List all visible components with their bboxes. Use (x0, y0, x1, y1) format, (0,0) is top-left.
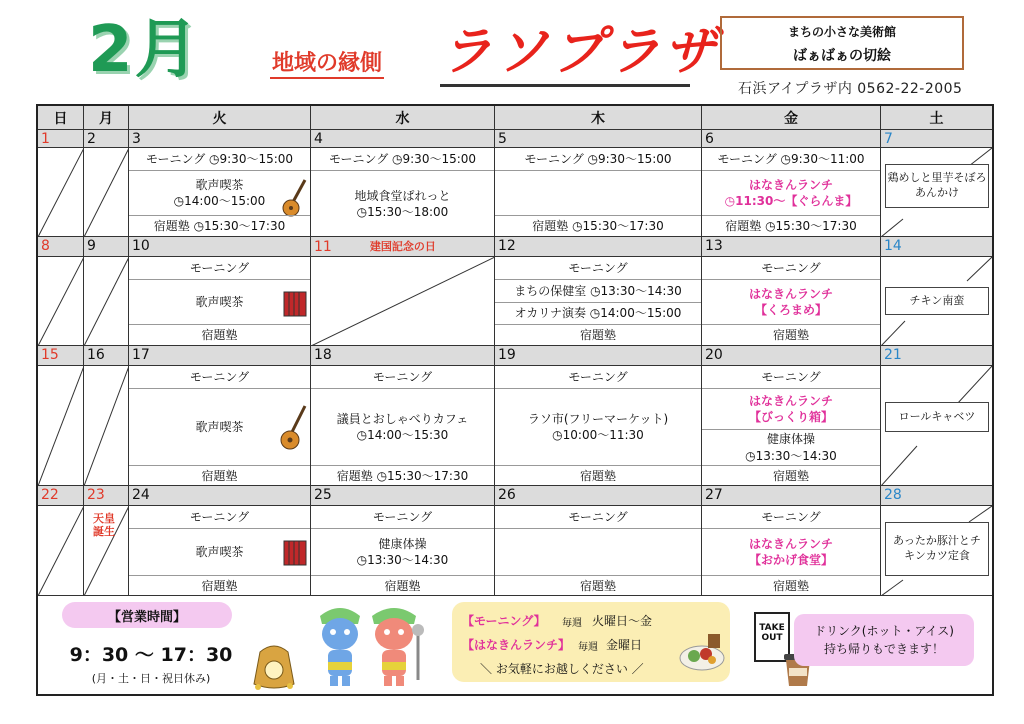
cell-day-5 (495, 148, 702, 237)
shukudai-juku: 宿題塾 (579, 468, 616, 483)
lunch-label: 【はなきんランチ】 (462, 638, 571, 652)
holiday-kenkoku: 建国記念の日 (369, 239, 436, 253)
accordion-icon (283, 538, 307, 568)
morning: モーニング (568, 509, 628, 524)
hanakin-lunch: はなきんランチ (748, 286, 833, 301)
morning-freq: 毎週 (562, 618, 582, 629)
day-3: 3 (129, 130, 311, 148)
morning: モーニング ◷9:30～15:00 (328, 151, 477, 166)
day-5: 5 (495, 130, 702, 148)
accordion-icon (283, 289, 307, 319)
closed-cell (38, 148, 84, 237)
day-28: 28 (881, 486, 992, 506)
saturday-lunch: 鶏めしと里芋そぼろあんかけ (885, 164, 989, 208)
day-23: 23 (84, 486, 129, 506)
lunch-plate-icon (678, 632, 726, 672)
saturday-cell (881, 366, 992, 486)
closed-cell (84, 257, 129, 346)
day-18: 18 (311, 346, 495, 366)
lunch-detail: 【くろまめ】 (754, 303, 827, 317)
shukudai-juku: 宿題塾 (772, 578, 809, 593)
shukudai-juku: 宿題塾 (384, 578, 421, 593)
weekday-wed: 水 (311, 106, 495, 130)
day-1: 1 (38, 130, 84, 148)
cell-day-12 (495, 257, 702, 346)
utagoe-kissa: 歌声喫茶 (195, 294, 244, 309)
cell-day-6 (702, 148, 881, 237)
shukudai-juku: 宿題塾 ◷15:30～17:30 (336, 468, 469, 483)
closed-cell (38, 366, 84, 486)
day-11-cell (311, 237, 495, 257)
utagoe-kissa: 歌声喫茶 (195, 177, 244, 192)
engawa-label: 地域の縁側 (270, 52, 384, 79)
business-hours: 9：30 ～ 17：30 (69, 644, 233, 666)
day-9: 9 (84, 237, 129, 257)
saturday-lunch: あったか豚汁とチキンカツ定食 (885, 522, 989, 576)
shukudai-juku: 宿題塾 (201, 468, 238, 483)
shukudai-juku: 宿題塾 (772, 328, 809, 343)
cell-day-3 (129, 148, 311, 237)
brand-logo: ラソプラザ (440, 22, 721, 82)
saturday-cell (881, 257, 992, 346)
shukudai-juku: 宿題塾 (579, 328, 616, 343)
weekday-sat: 土 (881, 106, 992, 130)
day-26: 26 (495, 486, 702, 506)
kenko-taiso: 健康体操 (378, 536, 427, 551)
closed-days-note: (月・土・日・祝日休み) (91, 672, 211, 685)
saturday-lunch: ロールキャベツ (885, 402, 989, 432)
month-title: 2月 (88, 13, 201, 87)
shukudai-juku: 宿題塾 (201, 578, 238, 593)
lunch-detail: 【びっくり箱】 (748, 410, 833, 424)
shukudai-juku: 宿題塾 ◷15:30～17:30 (725, 219, 857, 234)
giin-cafe: 議員とおしゃべりカフェ (336, 411, 469, 426)
hanakin-lunch: はなきんランチ (748, 177, 833, 192)
raso-ichi: ラソ市(フリーマーケット) (527, 411, 669, 426)
cell-day-10 (129, 257, 311, 346)
guitar-icon (279, 404, 309, 452)
guitar-icon (281, 178, 309, 218)
saturday-cell (881, 506, 992, 596)
museum-line2: ばぁばぁの切絵 (793, 48, 891, 64)
day-8: 8 (38, 237, 84, 257)
closed-cell (84, 366, 129, 486)
day-10: 10 (129, 237, 311, 257)
morning: モーニング ◷9:30～15:00 (145, 151, 294, 166)
day-11: 11 (314, 238, 332, 255)
morning: モーニング (189, 260, 250, 275)
red-oni-icon (362, 600, 428, 688)
day-27: 27 (702, 486, 881, 506)
event-time: ◷14:00～15:30 (356, 428, 449, 442)
event-time: ◷15:30～18:00 (356, 205, 449, 219)
drink-line1: ドリンク(ホット・アイス) (814, 624, 954, 638)
brand-underline (440, 84, 690, 87)
weekday-sun: 日 (38, 106, 84, 130)
utagoe-kissa: 歌声喫茶 (195, 419, 244, 434)
closed-cell (38, 506, 84, 596)
morning: モーニング (761, 260, 821, 275)
cell-day-26 (495, 506, 702, 596)
shukudai-juku: 宿題塾 ◷15:30～17:30 (153, 219, 286, 234)
closed-cell (38, 257, 84, 346)
morning-days: 火曜日～金 (592, 614, 653, 628)
cell-day-20 (702, 366, 881, 486)
hanakin-lunch: はなきんランチ (748, 393, 833, 408)
museum-box (720, 16, 964, 70)
cell-day-13 (702, 257, 881, 346)
weekday-thu: 木 (495, 106, 702, 130)
closed-cell (84, 148, 129, 237)
lunch-detail: ◷11:30～【ぐらんま】 (724, 194, 858, 208)
ocarina: オカリナ演奏 ◷14:00～15:00 (514, 306, 682, 321)
day-13: 13 (702, 237, 881, 257)
shukudai-juku: 宿題塾 (201, 328, 238, 343)
cell-day-24 (129, 506, 311, 596)
cell-day-17 (129, 366, 311, 486)
morning-label: 【モーニング】 (462, 614, 546, 628)
day-17: 17 (129, 346, 311, 366)
morning: モーニング (568, 260, 628, 275)
shukudai-juku: 宿題塾 (579, 578, 616, 593)
cell-day-4 (311, 148, 495, 237)
day-4: 4 (311, 130, 495, 148)
takeout-label: TAKE OUT (759, 623, 785, 643)
morning: モーニング (372, 509, 433, 524)
morning: モーニング ◷9:30～15:00 (524, 151, 672, 166)
lunch-days: 金曜日 (606, 638, 643, 652)
event-time: ◷13:30～14:30 (745, 448, 837, 463)
footer (36, 596, 994, 696)
event-time: ◷13:30～14:30 (356, 553, 449, 567)
day-21: 21 (881, 346, 992, 366)
info-box (452, 602, 730, 682)
day-2: 2 (84, 130, 129, 148)
day-24: 24 (129, 486, 311, 506)
shukudai-juku: 宿題塾 (772, 468, 809, 483)
lucky-bag-icon (250, 638, 298, 690)
saturday-lunch: チキン南蛮 (885, 287, 989, 315)
hours-label: 【営業時間】 (62, 602, 232, 628)
machi-hokenshitsu: まちの保健室 ◷13:30～14:30 (514, 283, 682, 298)
morning: モーニング (761, 509, 821, 524)
morning: モーニング (189, 509, 250, 524)
day-14: 14 (881, 237, 992, 257)
lunch-detail: 【おかげ食堂】 (748, 553, 833, 567)
saturday-cell (881, 148, 992, 237)
closed-cell (84, 506, 129, 596)
day-20: 20 (702, 346, 881, 366)
day-7: 7 (881, 130, 992, 148)
cell-day-19 (495, 366, 702, 486)
morning: モーニング (761, 369, 821, 384)
museum-line1: まちの小さな美術館 (787, 25, 896, 39)
day-6: 6 (702, 130, 881, 148)
morning: モーニング (568, 369, 628, 384)
address: 石浜アイプラザ内 0562-22-2005 (738, 81, 963, 97)
day-22: 22 (38, 486, 84, 506)
drink-takeout-box (794, 614, 974, 666)
event-time: ◷10:00～11:30 (552, 428, 644, 442)
hanakin-lunch: はなきんランチ (748, 536, 833, 551)
day-19: 19 (495, 346, 702, 366)
weekday-mon: 月 (84, 106, 129, 130)
holiday-tenno: 天皇誕生 (93, 512, 115, 539)
lunch-freq: 毎週 (578, 642, 598, 653)
day-16: 16 (84, 346, 129, 366)
utagoe-kissa: 歌声喫茶 (195, 544, 244, 559)
morning: モーニング (372, 369, 433, 384)
holiday-closed-cell (311, 257, 495, 346)
event-time: ◷14:00～15:00 (173, 194, 266, 208)
cell-day-25 (311, 506, 495, 596)
drink-line2: 持ち帰りもできます！ (823, 642, 944, 656)
morning: モーニング ◷9:30～11:00 (717, 151, 865, 166)
cell-day-18 (311, 366, 495, 486)
chiiki-shokudo: 地域食堂ぱれっと (354, 188, 451, 203)
weekday-tue: 火 (129, 106, 311, 130)
cell-day-27 (702, 506, 881, 596)
kenko-taiso: 健康体操 (766, 432, 815, 447)
welcome-message: ＼ お気軽にお越しください ／ (480, 662, 644, 676)
day-25: 25 (311, 486, 495, 506)
shukudai-juku: 宿題塾 ◷15:30～17:30 (532, 219, 664, 234)
weekday-fri: 金 (702, 106, 881, 130)
day-12: 12 (495, 237, 702, 257)
day-15: 15 (38, 346, 84, 366)
morning: モーニング (189, 369, 250, 384)
blue-oni-icon (312, 600, 368, 688)
